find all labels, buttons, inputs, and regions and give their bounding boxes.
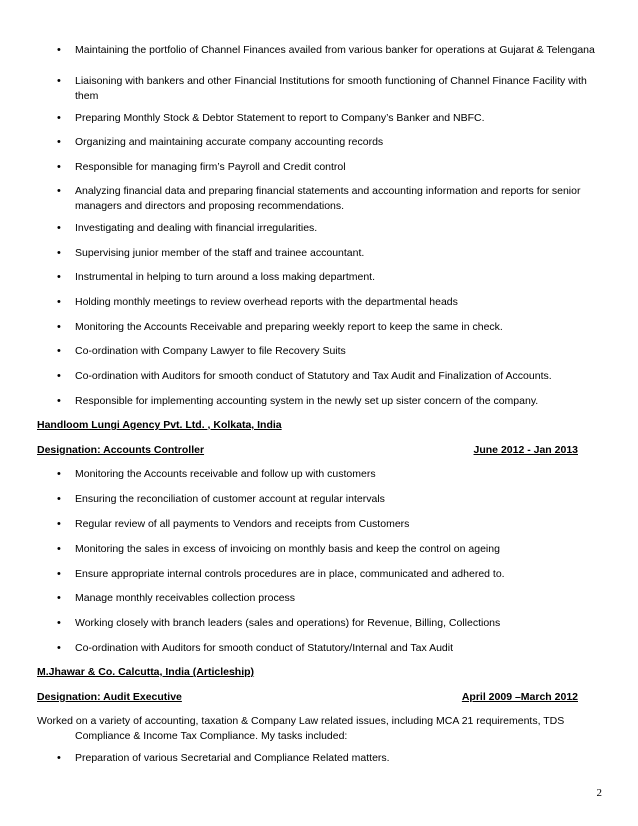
bullet-marker: • [57,321,61,333]
page-number: 2 [596,787,602,799]
intro-line-1: Worked on a variety of accounting, taxation & Company Law related issues, including MCA 21 requirements, TDS [37,715,565,727]
bullet-marker: • [57,617,61,629]
document-page: • Maintaining the portfolio of Channel Finances availed from various banker for operations at Gujarat & Telengana • Liaisoning with bankers and other Financial Institutions for smooth functioning of Channel Finance Facility with them • Preparing Monthly Stock & Debtor Statement to report to Company’s Banker and NBFC. • Organizing and maintaining accurate company accounting records • Responsible for managing firm’s Payroll and Credit control • Analyzing financial data and preparing financial statements and accounting information and reports for senior managers and directors and proposing recommendations. • Investigating and dealing with financial irregularities. • Supervising junior member of the staff and trainee accountant. • Instrumental in helping to turn around a loss making department. • Holding monthly meetings to review overhead reports with the departmental heads • Monitoring the Accounts Receivable and preparing weekly report to keep the same in check. • Co-ordination with Company Lawyer to file Recovery Suits • Co-ordination with Auditors for smooth conduct of Statutory and Tax Audit and Finalization of Accounts. • Responsible for implementing accounting system in the newly set up sister concern of the company. Handloom Lungi Agency Pvt. Ltd. , Kolkata, India Designation: Accounts Controller June 2012 - Jan 2013 • Monitoring the Accounts receivable and follow up with customers • Ensuring the reconciliation of customer account at regular intervals • Regular review of all payments to Vendors and receipts from Customers • Monitoring the sales in excess of invoicing on monthly basis and keep the control on ageing • Ensure appropriate internal controls procedures are in place, communicated and adhered to. • Manage monthly receivables collection process • Working closely with branch leaders (sales and operations) for Revenue, Billing, Collections • Co-ordination with Auditors for smooth conduct of Statutory/Internal and Tax Audit M.Jhawar & Co. Calcutta, India (Articleship) Designation: Audit Executive April 2009 –March 2012 Worked on a variety of accounting, taxation & Company Law related issues, including MCA 21 requirements, TDS Compliance & Income Tax Compliance. My tasks included: • Preparation of various Secretarial and Compliance Related matters. 2 [37,44,602,799]
bullet-marker: • [57,112,61,124]
company-heading: M.Jhawar & Co. Calcutta, India (Articleship) [37,666,255,678]
bullet-marker: • [57,642,61,654]
designation-heading: Designation: Accounts Controller [37,444,205,456]
employment-dates: April 2009 –March 2012 [461,691,578,703]
bullet-marker: • [57,271,61,283]
bullet-marker: • [57,493,61,505]
bullet-marker: • [57,185,61,197]
bullet-marker: • [57,370,61,382]
bullet-marker: • [57,222,61,234]
bullet-marker: • [57,592,61,604]
intro-line-2: Compliance & Income Tax Compliance. My tasks included: [75,730,348,742]
bullet-marker: • [57,75,61,87]
bullet-marker: • [57,468,61,480]
bullet-marker: • [57,543,61,555]
designation-heading: Designation: Audit Executive [37,691,182,703]
bullet-marker: • [57,247,61,259]
bullet-marker: • [57,161,61,173]
bullet-marker: • [57,345,61,357]
bullet-marker: • [57,518,61,530]
job3-intro-paragraph [37,714,597,744]
bullet-marker: • [57,395,61,407]
bullet-marker: • [57,44,61,56]
bullet-marker: • [57,136,61,148]
employment-dates: June 2012 - Jan 2013 [473,444,578,456]
bullet-marker: • [57,568,61,580]
bullet-marker: • [57,296,61,308]
company-heading: Handloom Lungi Agency Pvt. Ltd. , Kolkata, India [37,419,282,431]
bullet-marker: • [57,752,61,764]
